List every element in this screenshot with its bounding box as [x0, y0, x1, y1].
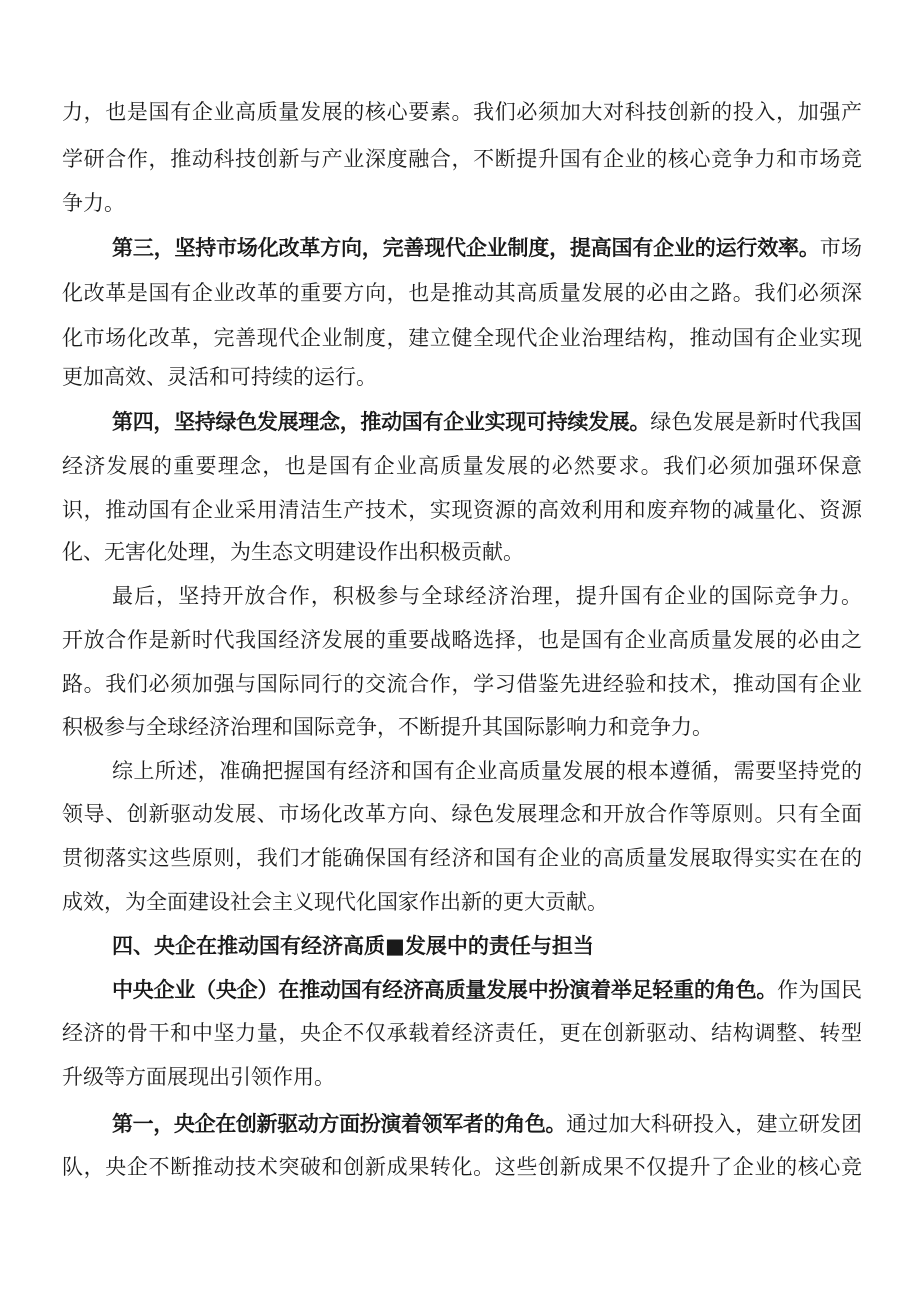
- paragraph-lead-line: [112, 976, 862, 1004]
- text-line: 经济的骨干和中坚力量，央企不仅承载着经济责任，更在创新驱动、结构调整、转型: [62, 1021, 862, 1045]
- lead-rest-text: 市场: [819, 236, 863, 260]
- lead-rest-text: 通过加大科研投入，建立研发团: [566, 1112, 863, 1136]
- lead-rest-text: 绿色发展是新时代我国: [650, 410, 863, 434]
- text-line: 识，推动国有企业采用清洁生产技术，实现资源的高效利用和废弃物的减量化、资源: [62, 498, 862, 522]
- text-line: 更加高效、灵活和可持续的运行。: [62, 365, 377, 389]
- text-line: 学研合作，推动科技创新与产业深度融合，不断提升国有企业的核心竞争力和市场竞: [62, 147, 862, 171]
- paragraph-lead-line: [112, 234, 862, 262]
- paragraph-lead-line: [112, 1110, 862, 1138]
- bold-lead-text: 中央企业（央企）在推动国有经济高质量发展中扮演着举足轻重的角色。: [112, 978, 778, 1002]
- text-line: 开放合作是新时代我国经济发展的重要战略选择，也是国有企业高质量发展的必由之: [62, 628, 862, 652]
- bold-lead-text: 第一，央企在创新驱动方面扮演着领军者的角色。: [112, 1112, 567, 1136]
- text-line: 队，央企不断推动技术突破和创新成果转化。这些创新成果不仅提升了企业的核心竞: [62, 1155, 862, 1179]
- text-line: 化、无害化处理，为生态文明建设作出积极贡献。: [62, 540, 524, 564]
- paragraph-lead-line: 最后，坚持开放合作，积极参与全球经济治理，提升国有企业的国际竞争力。: [112, 584, 862, 608]
- text-line: 路。我们必须加强与国际同行的交流合作，学习借鉴先进经验和技术，推动国有企业: [62, 672, 862, 696]
- text-line: 力，也是国有企业高质量发展的核心要素。我们必须加大对科技创新的投入，加强产: [62, 100, 862, 124]
- paragraph-lead-line: [112, 408, 862, 436]
- text-line: 积极参与全球经济治理和国际竞争，不断提升其国际影响力和竞争力。: [62, 715, 713, 739]
- text-line: 经济发展的重要理念，也是国有企业高质量发展的必然要求。我们必须加强环保意: [62, 454, 862, 478]
- bold-lead-text: 第三，坚持市场化改革方向，完善现代企业制度，提高国有企业的运行效率。: [112, 236, 820, 260]
- lead-rest-text: 作为国民: [777, 978, 862, 1002]
- bold-lead-text: 第四，坚持绿色发展理念，推动国有企业实现可持续发展。: [112, 410, 651, 434]
- text-line: 成效，为全面建设社会主义现代化国家作出新的更大贡献。: [62, 890, 608, 914]
- text-line: 升级等方面展现出引领作用。: [62, 1065, 335, 1089]
- section-heading: 四、央企在推动国有经济高质■发展中的责任与担当: [112, 934, 594, 958]
- text-line: 化改革是国有企业改革的重要方向，也是推动其高质量发展的必由之路。我们必须深: [62, 281, 862, 305]
- text-line: 争力。: [62, 191, 125, 215]
- text-line: 化市场化改革，完善现代企业制度，建立健全现代企业治理结构，推动国有企业实现: [62, 326, 862, 350]
- paragraph-lead-line: 综上所述，准确把握国有经济和国有企业高质量发展的根本遵循，需要坚持党的: [112, 759, 862, 783]
- text-line: 领导、创新驱动发展、市场化改革方向、绿色发展理念和开放合作等原则。只有全面: [62, 802, 862, 826]
- text-line: 贯彻落实这些原则，我们才能确保国有经济和国有企业的高质量发展取得实实在在的: [62, 846, 862, 870]
